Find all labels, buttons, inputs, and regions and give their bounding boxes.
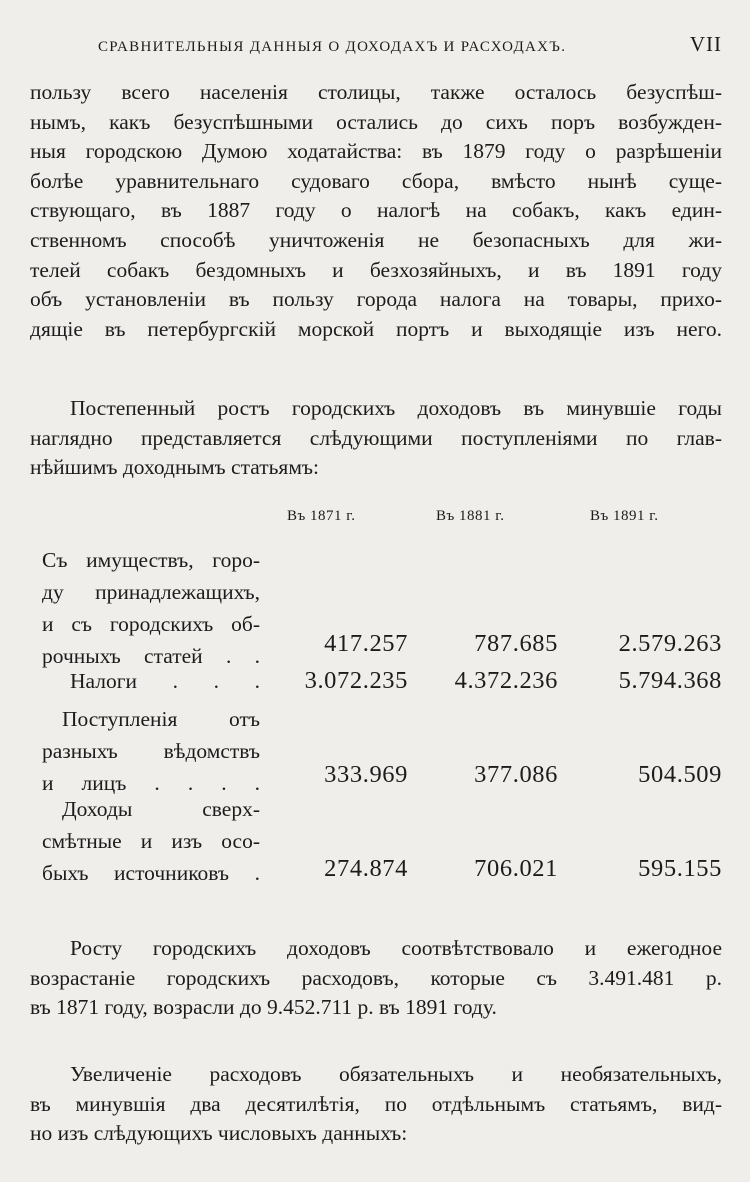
paragraph-income-growth (30, 394, 722, 483)
value-1891: 5.794.368 (618, 667, 722, 694)
value-1881: 706.021 (474, 855, 558, 882)
text-line: въ 1871 году, возрасли до 9.452.711 р. въ 1891 году. (30, 995, 497, 1020)
text-line: ствующаго, въ 1887 году о налогѣ на собакъ, какъ един- (30, 198, 722, 223)
text-line: Росту городскихъ доходовъ соотвѣтствовало и ежегодное (70, 936, 722, 960)
value-1871: 333.969 (324, 761, 408, 788)
text-line: ственномъ способѣ уничтоженія не безопасныхъ для жи- (30, 227, 722, 252)
row-label-line: разныхъ вѣдомствъ (42, 739, 260, 763)
row-label (70, 665, 260, 697)
value-1871: 3.072.235 (304, 667, 408, 694)
text-line: возрастаніе городскихъ расходовъ, которые съ 3.491.481 р. (30, 965, 722, 990)
value-1881: 787.685 (474, 630, 558, 657)
paragraph-expense-items (30, 1060, 722, 1149)
text-line: пользу всего населенія столицы, также осталось безуспѣш- (30, 80, 722, 104)
header-title: СРАВНИТЕЛЬНЫЯ ДАННЫЯ О ДОХОДАХЪ И РАСХОДАХЪ. (98, 39, 567, 55)
text-line: телей собакъ бездомныхъ и безхозяйныхъ, и въ 1891 году (30, 257, 722, 282)
column-header-1881: Въ 1881 г. (436, 508, 505, 524)
text-line: наглядно представляется слѣдующими поступленіями по глав- (30, 425, 722, 450)
text-line: дящіе въ петербургскій морской портъ и выходящіе изъ него. (30, 316, 722, 341)
text-line: Постепенный ростъ городскихъ доходовъ въ минувшіе годы (70, 396, 722, 420)
row-label-line: Поступленія отъ (62, 707, 260, 731)
text-line: нымъ, какъ безуспѣшными остались до сихъ поръ возбужден- (30, 109, 722, 134)
row-label-line: ду принадлежащихъ, (42, 580, 260, 604)
text-line: болѣе уравнительнаго судоваго сбора, вмѣсто нынѣ суще- (30, 168, 722, 193)
row-label-line: быхъ источниковъ . (42, 861, 260, 885)
value-1871: 274.874 (324, 855, 408, 882)
value-1891: 595.155 (638, 855, 722, 882)
row-label-line: Доходы сверх- (62, 797, 260, 821)
row-label-line: и съ городскихъ об- (42, 612, 260, 636)
row-label-line: рочныхъ статей . . (42, 644, 260, 668)
row-label-line: смѣтные и изъ осо- (42, 829, 260, 853)
row-label (42, 544, 260, 672)
text-line: ныя городскою Думою ходатайства: въ 1879 году о разрѣшеніи (30, 139, 722, 164)
text-line: нѣйшимъ доходнымъ статьямъ: (30, 455, 320, 480)
row-label-line: Съ имуществъ, горо- (42, 548, 260, 572)
value-1891: 504.509 (638, 761, 722, 788)
value-1871: 417.257 (324, 630, 408, 657)
text-line: въ минувшія два десятилѣтія, по отдѣльнымъ статьямъ, вид- (30, 1091, 722, 1116)
row-label-line: Налоги . . . (70, 669, 260, 693)
row-label (42, 793, 260, 889)
value-1881: 377.086 (474, 761, 558, 788)
value-1891: 2.579.263 (618, 630, 722, 657)
page-number: VII (689, 32, 722, 56)
text-line: но изъ слѣдующихъ числовыхъ данныхъ: (30, 1121, 408, 1146)
value-1881: 4.372.236 (454, 667, 558, 694)
text-line: объ установленіи въ пользу города налога на товары, прихо- (30, 287, 722, 312)
row-label (42, 703, 260, 799)
paragraph-expense-growth (30, 934, 722, 1023)
column-header-1871: Въ 1871 г. (287, 508, 356, 524)
running-header (98, 32, 722, 57)
row-label-line: и лицъ . . . . (42, 771, 260, 795)
text-line: Увеличеніе расходовъ обязательныхъ и необязательныхъ, (70, 1062, 722, 1086)
paragraph-legislative-petitions (30, 78, 722, 344)
column-header-1891: Въ 1891 г. (590, 508, 659, 524)
